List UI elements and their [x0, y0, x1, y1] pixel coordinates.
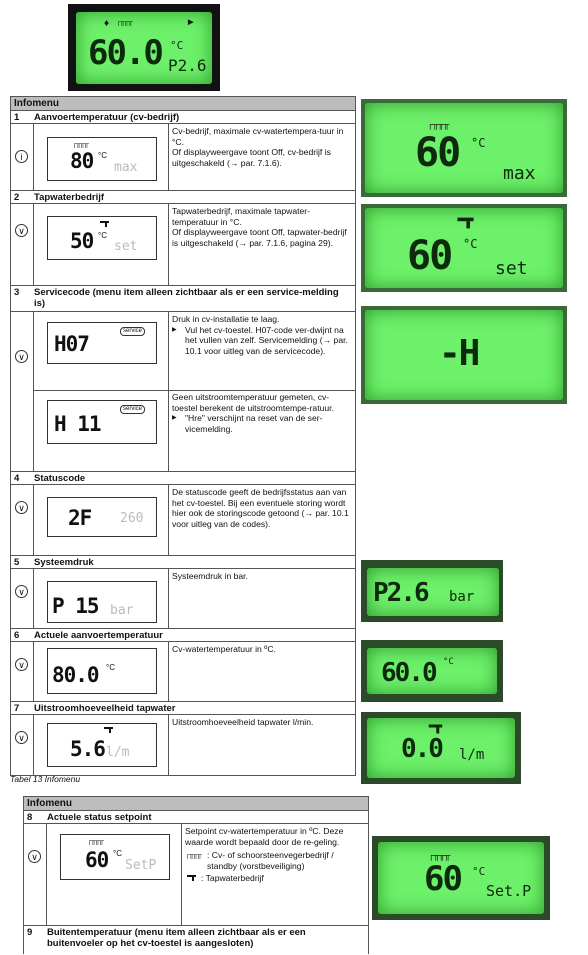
photo-unit: °C: [472, 865, 486, 878]
chevron-down-icon: ∨: [15, 350, 28, 363]
row-title: Actuele aanvoertemperatuur: [34, 630, 163, 641]
lcd-display: [47, 497, 157, 537]
photo-value: 0.0: [401, 734, 442, 764]
photo-display-7: [372, 836, 550, 920]
photo-display-top: [68, 4, 220, 91]
row-number: 2: [14, 192, 20, 203]
photo-param: P2.6: [168, 56, 207, 75]
service-badge: service: [120, 327, 145, 336]
tap-icon: [100, 221, 109, 227]
photo-value: 60: [407, 233, 452, 279]
photo-display-5: [361, 640, 503, 702]
lcd-unit: °C: [98, 151, 107, 160]
photo-value: 60.0: [88, 33, 162, 73]
lcd-suffix: bar: [110, 603, 134, 618]
row-title-9: [24, 925, 368, 955]
chevron-down-icon: ∨: [15, 224, 28, 237]
tap-icon: [457, 218, 473, 229]
lcd-value: H 11: [54, 412, 101, 436]
photo-unit: °C: [170, 39, 184, 52]
play-icon: ▶: [188, 19, 193, 26]
row-title: Statuscode: [34, 473, 86, 484]
photo-suffix: Set.P: [486, 882, 532, 900]
row-number: 3: [14, 287, 20, 298]
photo-display-1: [361, 99, 567, 197]
photo-value: P2.6: [373, 578, 428, 608]
row-description: Setpoint cv-watertemperatuur in ºC. Deze waarde wordt bepaald door de re-geling. ┌╥╥╥ : Cv- of schoorsteenvegerbedrijf / standby (vorstbeveiliging) : Tapwaterbedrijf: [185, 826, 344, 884]
lcd-suffix: set: [114, 239, 138, 254]
chevron-down-icon: ∨: [15, 658, 28, 671]
row-description: Geen uitstroomtemperatuur gemeten, cv-toestel berekent de uitstroomtempe-ratuur. ▶ "Hre" verschijnt na reset van de ser-vicemelding.: [172, 392, 352, 434]
lcd-display: [60, 834, 170, 880]
photo-display-4: [361, 560, 503, 622]
photo-display-6: [361, 712, 521, 784]
row-description: Cv-bedrijf, maximale cv-watertempera-tuur in °C. Of displayweergave toont Off, cv-bedrijf is uitgeschakeld (→ par. 7.1.6).: [172, 126, 344, 168]
lcd-value: 80.0: [52, 663, 99, 687]
photo-value: 60: [424, 859, 461, 899]
lcd-suffix: SetP: [125, 858, 157, 873]
row-description: Druk in cv-installatie te laag. ▶ Vul het cv-toestel. H07-code ver-dwijnt na het vullen van zelf. Servicemelding (→ par. 10.1 voor uitleg van de servicecode).: [172, 314, 352, 390]
lcd-value: 5.6: [70, 737, 105, 761]
lcd-value: 50: [70, 229, 94, 253]
photo-unit: °C: [443, 657, 454, 667]
row-body-1: [11, 123, 355, 190]
row-title: Buitentemperatuur (menu item alleen zichtbaar als er een buitenvoeler op het cv-toestel is aangesloten): [47, 927, 306, 949]
chevron-down-icon: ∨: [15, 585, 28, 598]
tap-icon: [104, 727, 113, 733]
row-body-8: [24, 823, 368, 925]
service-badge: service: [120, 405, 145, 414]
row-body-4: [11, 484, 355, 555]
row-body-5: [11, 568, 355, 628]
radiator-icon: ┌╥╥╥: [87, 838, 103, 845]
row-title-3: [11, 285, 355, 311]
row-number: 4: [14, 473, 20, 484]
radiator-icon: ┌╥╥╥: [427, 119, 449, 129]
photo-suffix: set: [495, 258, 528, 279]
row-description: Cv-watertemperatuur in ºC.: [172, 644, 276, 654]
row-title: Actuele status setpoint: [47, 812, 152, 823]
photo-unit: °C: [463, 237, 478, 251]
lcd-display: [47, 216, 157, 260]
chevron-down-icon: ∨: [15, 501, 28, 514]
row-description: Systeemdruk in bar.: [172, 571, 248, 581]
row-title-7: [11, 701, 355, 714]
table-caption: Tabel 13 Infomenu: [10, 774, 81, 782]
radiator-icon: ┌╥╥╥: [428, 850, 450, 860]
row-number: 1: [14, 112, 20, 123]
tap-icon: [187, 875, 196, 881]
photo-value: 60.0: [381, 658, 436, 688]
table-header: Infomenu: [11, 97, 355, 110]
row-title-8: [24, 810, 368, 823]
photo-display-2: [361, 204, 567, 292]
lcd-value: 2F: [68, 506, 92, 530]
infomenu-table-1: [10, 96, 356, 776]
photo-suffix: bar: [449, 589, 475, 605]
row-title: Systeemdruk: [34, 557, 94, 568]
photo-suffix: l/m: [459, 747, 485, 763]
lcd-suffix: max: [114, 160, 138, 175]
lcd-display: [47, 400, 157, 444]
tap-icon: [429, 725, 443, 734]
row-number: 8: [27, 812, 33, 823]
row-body-3: [11, 311, 355, 471]
lcd-display: [47, 723, 157, 767]
photo-suffix: max: [503, 163, 536, 184]
lcd-display: [47, 581, 157, 623]
row-description: Uitstroomhoeveelheid tapwater l/min.: [172, 717, 314, 727]
row-number: 5: [14, 557, 20, 568]
row-title: Servicecode (menu item alleen zichtbaar als er een service-melding is): [34, 287, 339, 309]
chevron-down-icon: ∨: [28, 850, 41, 863]
row-title-6: [11, 628, 355, 641]
info-icon: i: [15, 150, 28, 163]
row-title: Aanvoertemperatuur (cv-bedrijf): [34, 112, 180, 123]
lcd-value: 60: [85, 848, 109, 872]
row-number: 6: [14, 630, 20, 641]
photo-display-3: [361, 306, 567, 404]
row-body-2: [11, 203, 355, 285]
chevron-down-icon: ∨: [15, 731, 28, 744]
lcd-suffix: l/m: [106, 745, 130, 760]
row-description: De statuscode geeft de bedrijfsstatus aan van het cv-toestel. Bij een eventuele storing wordt hier ook de storingscode getoond (→ par. 10.1 voor uitleg van de codes).: [172, 487, 349, 529]
radiator-icon: ┌╥╥╥: [72, 141, 88, 148]
row-number: 9: [27, 927, 33, 938]
row-title-4: [11, 471, 355, 484]
infomenu-table-2: [23, 796, 369, 954]
photo-value: 60: [415, 130, 460, 176]
lcd-value: H07: [54, 332, 89, 356]
row-title-1: [11, 110, 355, 123]
row-title: Tapwaterbedrijf: [34, 192, 105, 203]
lcd-display: [47, 648, 157, 694]
row-title-5: [11, 555, 355, 568]
table-header: Infomenu: [24, 797, 368, 810]
row-body-7: [11, 714, 355, 776]
flame-icon: ♦: [104, 18, 109, 29]
lcd-unit: °C: [106, 663, 115, 672]
row-title: Uitstroomhoeveelheid tapwater: [34, 703, 176, 714]
lcd-unit: °C: [98, 231, 107, 240]
photo-unit: °C: [471, 136, 486, 150]
lcd-value: P 15: [52, 594, 99, 618]
lcd-unit: °C: [113, 849, 122, 858]
row-number: 7: [14, 703, 20, 714]
radiator-icon: ┌╥╥╥: [116, 19, 132, 26]
lcd-suffix: 260: [120, 511, 144, 526]
lcd-display: [47, 137, 157, 181]
row-body-6: [11, 641, 355, 701]
lcd-value: 80: [70, 149, 94, 173]
radiator-icon: ┌╥╥╥: [185, 852, 201, 860]
photo-value: -H: [439, 333, 479, 374]
row-description: Tapwaterbedrijf, maximale tapwater-temperatuur in °C. Of displayweergave toont Off, tapwater-bedrijf is uitgeschakeld (→ par. 7.1.6, pagina 29).: [172, 206, 347, 248]
row-title-2: [11, 190, 355, 203]
lcd-display: [47, 322, 157, 364]
